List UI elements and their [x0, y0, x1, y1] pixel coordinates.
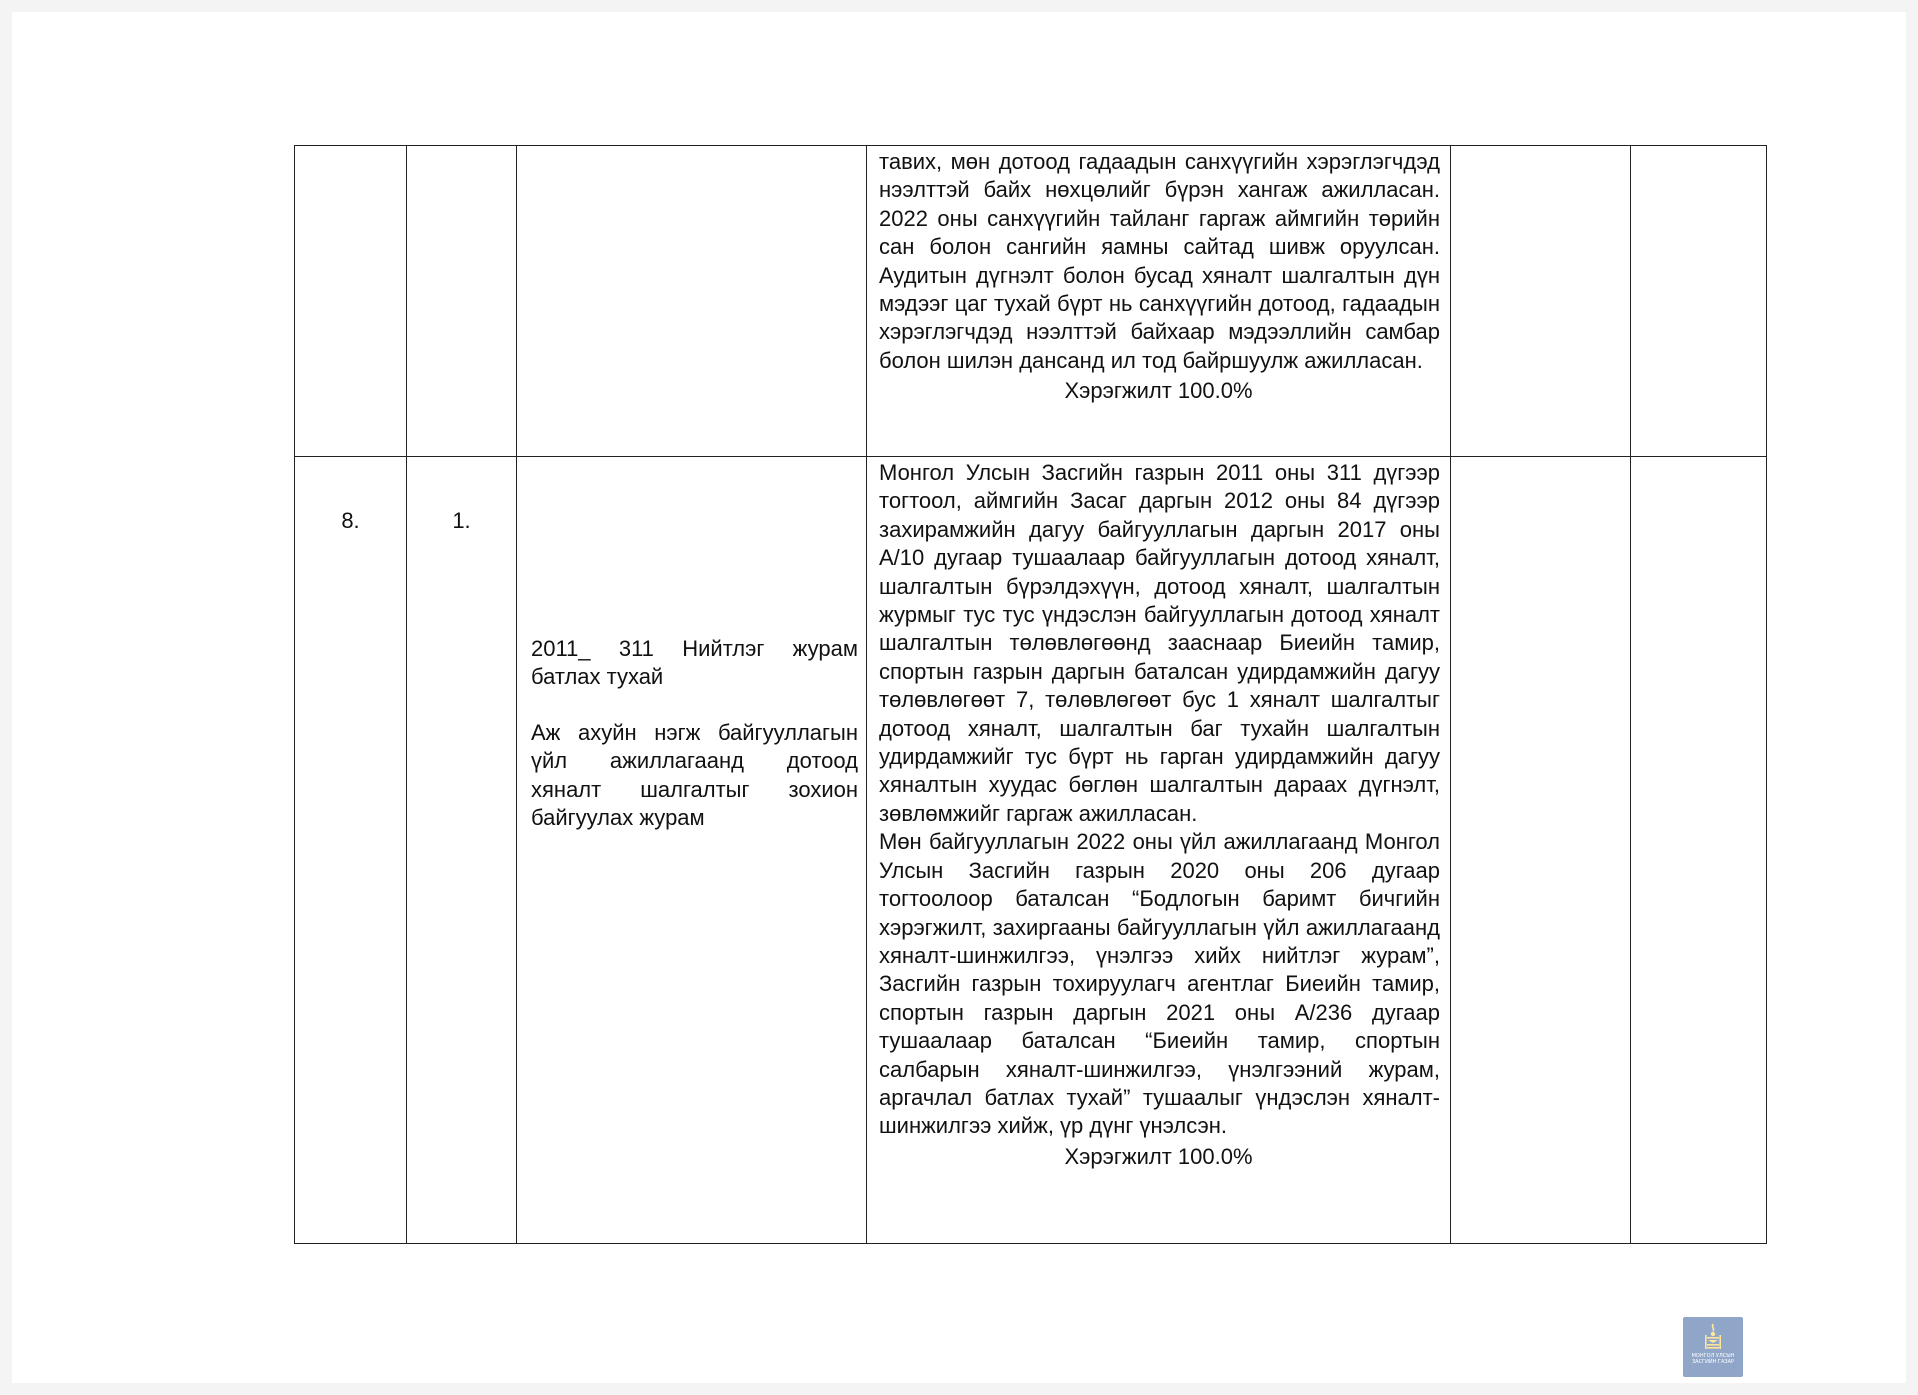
document-page	[12, 12, 1906, 1383]
table-row	[295, 146, 1767, 457]
empty-cell	[1631, 457, 1767, 1244]
completion-label: Хэрэгжилт 100.0%	[1064, 1143, 1253, 1169]
report-table	[294, 145, 1767, 1244]
row-number-cell	[295, 457, 407, 1244]
law-subtitle: Аж ахуйн нэгж байгууллагын үйл ажиллагаанд дотоод хяналт шалгалтыг зохион байгуулах журам	[531, 719, 858, 831]
performance-text: Монгол Улсын Засгийн газрын 2011 оны 311 дүгээр тогтоол, аймгийн Засаг даргын 2012 оны 84 дүгээр захирамжийн дагуу байгууллагын даргын 2017 оны А/10 дугаар тушаалаар байгууллагын дотоод хяналт, шалгалтын бүрэлдэхүүн, дотоод хяналт, шалгалтын журмыг тус тус үндэслэн байгууллагын дотоод хяналт шалгалтын төлөвлөгөөнд зааснаар Биеийн тамир, спортын газрын даргын баталсан удирдамжийн дагуу төлөвлөгөөт 7, төлөвлөгөөт бус 1 хяналт шалгалтыг дотоод хяналт, шалгалтын баг тухайн шалгалтын удирдамжийг тус бүрт нь гарган удирдамжийн дагуу хяналтын хуудас бөглөн шалгалтын дараах дүгнэлт, зөвлөмжийг гаргаж ажилласан.	[879, 460, 1440, 826]
performance-text: тавих, мөн дотоод гадаадын санхүүгийн хэрэглэгчдэд нээлттэй байх нөхцөлийг бүрэн хангаж ажилласан. 2022 оны санхүүгийн тайланг гаргаж аймгийн төрийн сан болон сангийн яамны сайтад шивж оруулсан. Аудитын дүгнэлт болон бусад хяналт шалгалтын дүн мэдээг цаг тухай бүрт нь санхүүгийн дотоод, гадаадын хэрэглэгчдэд нээлттэй байхаар мэдээллийн самбар болон шилэн дансанд ил тод байршуулж ажилласан.	[879, 149, 1440, 373]
sub-number: 1.	[452, 508, 471, 533]
law-cell	[517, 146, 867, 457]
row-number: 8.	[341, 508, 360, 533]
empty-cell	[1451, 146, 1631, 457]
completion-label: Хэрэгжилт 100.0%	[1064, 378, 1253, 404]
law-cell	[517, 457, 867, 1244]
soyombo-emblem-icon	[1702, 1323, 1724, 1351]
empty-cell	[1631, 146, 1767, 457]
sub-number-cell	[407, 146, 517, 457]
government-seal	[1683, 1317, 1743, 1377]
performance-cell	[867, 457, 1451, 1244]
row-number-cell	[295, 146, 407, 457]
performance-text: Мөн байгууллагын 2022 оны үйл ажиллагаанд Монгол Улсын Засгийн газрын 2020 оны 206 дугаар тогтоолоор баталсан “Бодлогын баримт бичгийн хэрэгжилт, захиргааны байгууллагын үйл ажиллагаанд хяналт-шинжилгээ, үнэлгээ хийх нийтлэг журам”, Засгийн газрын тохируулагч агентлаг Биеийн тамир, спортын газрын даргын 2021 оны А/236 дугаар тушаалаар баталсан “Биеийн тамир, спортын салбарын хяналт-шинжилгээ, үнэлгээний журам, аргачлал батлах тухай” тушаалыг үндэслэн хяналт-шинжилгээ хийж, үр дүнг үнэлсэн.	[879, 829, 1440, 1139]
sub-number-cell	[407, 457, 517, 1244]
performance-cell	[867, 146, 1451, 457]
empty-cell	[1451, 457, 1631, 1244]
table-row	[295, 457, 1767, 1244]
seal-text: МОНГОЛ УЛСЫН ЗАСГИЙН ГАЗАР	[1691, 1353, 1735, 1365]
law-title: 2011_ 311 Нийтлэг журам батлах тухай	[531, 636, 858, 690]
